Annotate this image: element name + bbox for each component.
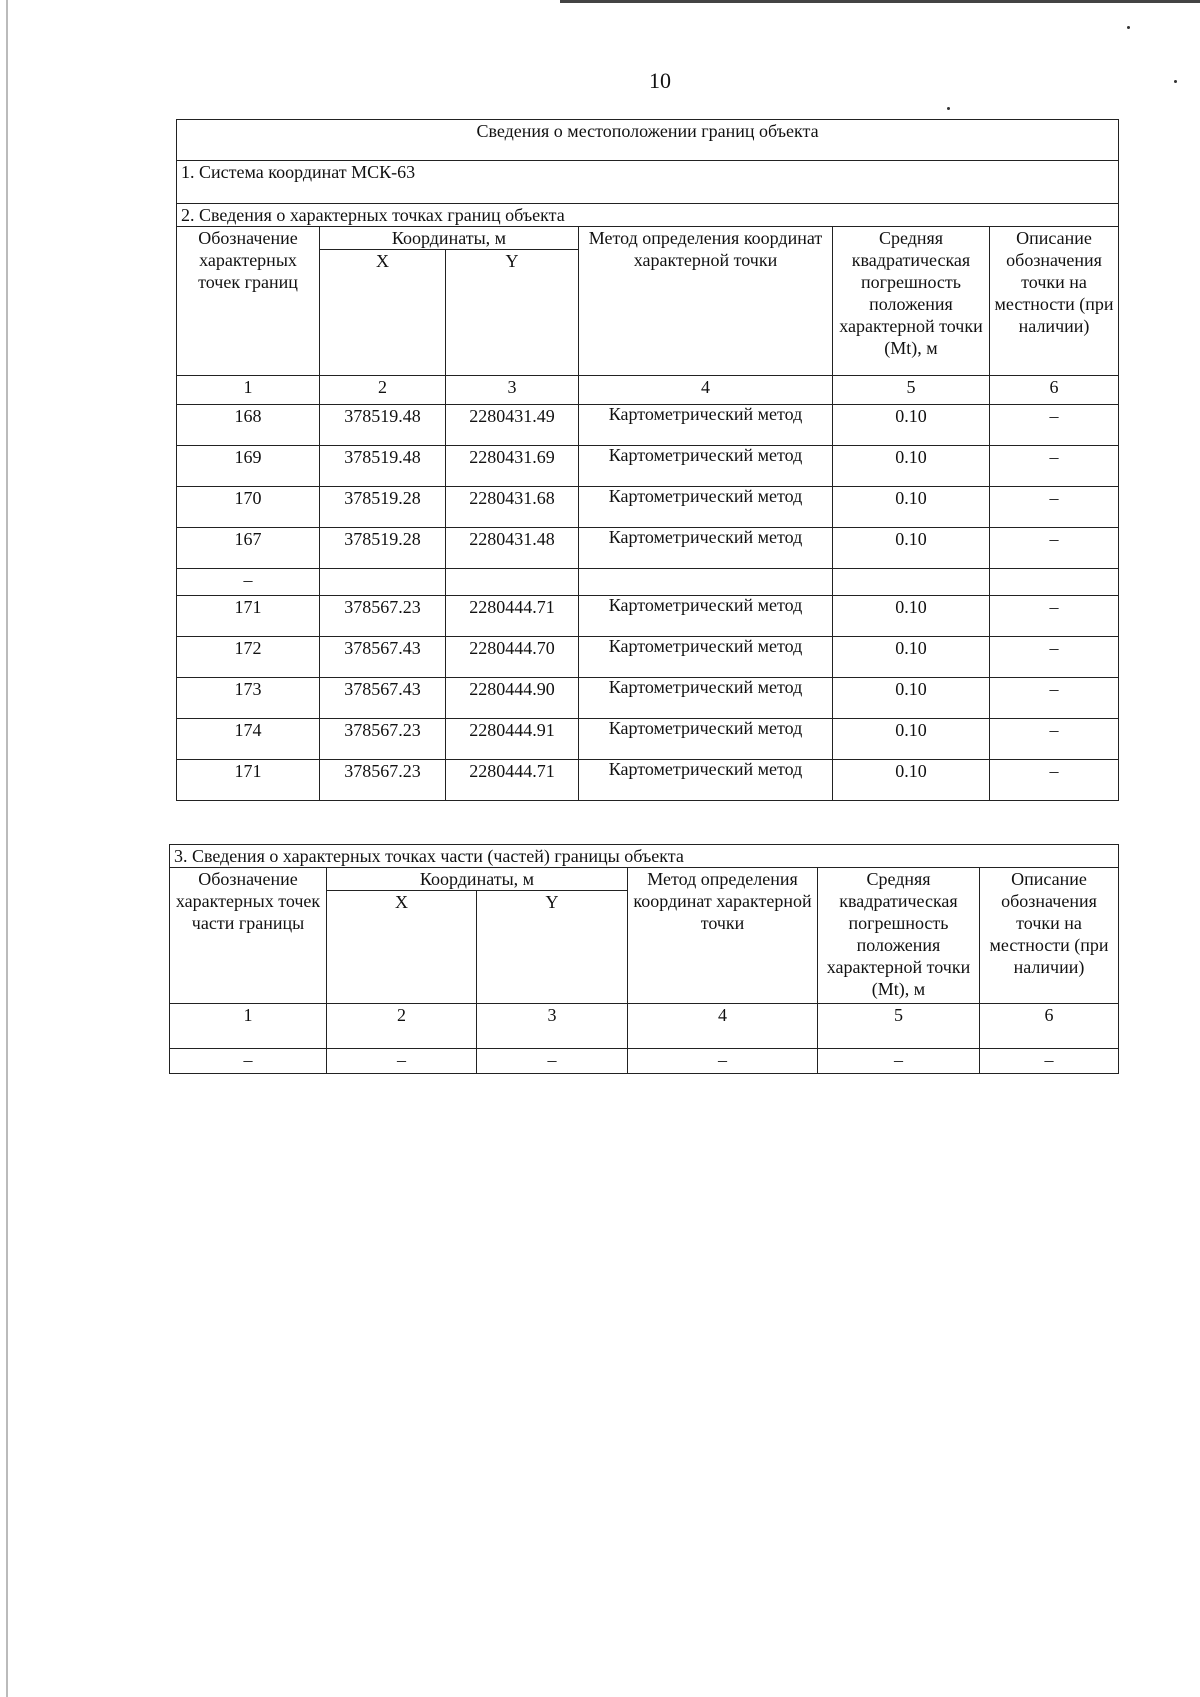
cell-point: 170 xyxy=(177,487,320,528)
cell-error: 0.10 xyxy=(833,446,990,487)
table-row xyxy=(177,487,1119,528)
cell-x: 378519.28 xyxy=(320,528,446,569)
part-points-body xyxy=(170,1049,1119,1074)
cell-x: 378519.28 xyxy=(320,487,446,528)
table-row xyxy=(177,678,1119,719)
header-error: Средняя квадратическая погрешность положения характерной точки (Mt), м xyxy=(833,227,990,376)
cell-x: 378567.23 xyxy=(320,760,446,801)
cell-method: Картометрический метод xyxy=(579,487,833,528)
column-number: 6 xyxy=(980,1004,1119,1049)
cell-desc: – xyxy=(990,596,1119,637)
cell-desc: – xyxy=(990,678,1119,719)
cell-point: 171 xyxy=(177,760,320,801)
column-number: 3 xyxy=(477,1004,628,1049)
cell-y xyxy=(446,569,579,596)
cell-point: 173 xyxy=(177,678,320,719)
cell-error: 0.10 xyxy=(833,637,990,678)
left-margin-rule xyxy=(6,0,8,1697)
cell-desc: – xyxy=(990,528,1119,569)
cell-desc: – xyxy=(980,1049,1119,1074)
cell-y: 2280444.70 xyxy=(446,637,579,678)
header-x: X xyxy=(320,250,446,376)
points-body xyxy=(177,405,1119,801)
cell-method: Картометрический метод xyxy=(579,446,833,487)
cell-method: Картометрический метод xyxy=(579,760,833,801)
cell-error: 0.10 xyxy=(833,405,990,446)
column-number: 5 xyxy=(818,1004,980,1049)
section-2-title: 2. Сведения о характерных точках границ объекта xyxy=(177,204,1119,227)
cell-desc: – xyxy=(990,446,1119,487)
header-description: Описание обозначения точки на местности (при наличии) xyxy=(980,868,1119,1004)
cell-method xyxy=(579,569,833,596)
cell-y: 2280431.69 xyxy=(446,446,579,487)
cell-point: – xyxy=(177,569,320,596)
column-number: 2 xyxy=(320,376,446,405)
cell-point: 171 xyxy=(177,596,320,637)
cell-error: 0.10 xyxy=(833,487,990,528)
column-number: 1 xyxy=(177,376,320,405)
cell-error xyxy=(833,569,990,596)
header-x: X xyxy=(327,891,477,1004)
cell-error: – xyxy=(818,1049,980,1074)
cell-y: 2280431.68 xyxy=(446,487,579,528)
header-y: Y xyxy=(477,891,628,1004)
table-row xyxy=(177,569,1119,596)
cell-method: Картометрический метод xyxy=(579,528,833,569)
table-row xyxy=(170,1049,1119,1074)
column-number: 3 xyxy=(446,376,579,405)
scan-speck xyxy=(1127,26,1130,29)
cell-method: Картометрический метод xyxy=(579,678,833,719)
cell-method: Картометрический метод xyxy=(579,405,833,446)
table-row xyxy=(177,596,1119,637)
cell-error: 0.10 xyxy=(833,528,990,569)
cell-error: 0.10 xyxy=(833,596,990,637)
table-row xyxy=(177,719,1119,760)
scan-speck xyxy=(947,107,950,110)
table-row xyxy=(177,446,1119,487)
column-number: 1 xyxy=(170,1004,327,1049)
cell-error: 0.10 xyxy=(833,760,990,801)
cell-x: – xyxy=(327,1049,477,1074)
cell-y: 2280431.48 xyxy=(446,528,579,569)
cell-error: 0.10 xyxy=(833,719,990,760)
cell-method: Картометрический метод xyxy=(579,719,833,760)
cell-desc: – xyxy=(990,719,1119,760)
cell-point: 172 xyxy=(177,637,320,678)
cell-desc: – xyxy=(990,637,1119,678)
cell-x: 378567.43 xyxy=(320,678,446,719)
header-y: Y xyxy=(446,250,579,376)
header-description: Описание обозначения точки на местности (при наличии) xyxy=(990,227,1119,376)
column-number: 2 xyxy=(327,1004,477,1049)
cell-point: 169 xyxy=(177,446,320,487)
table-row xyxy=(177,637,1119,678)
cell-point: 168 xyxy=(177,405,320,446)
section-3-title: 3. Сведения о характерных точках части (частей) границы объекта xyxy=(170,845,1119,868)
header-coords: Координаты, м xyxy=(320,227,579,250)
column-number: 5 xyxy=(833,376,990,405)
cell-x xyxy=(320,569,446,596)
cell-point: 174 xyxy=(177,719,320,760)
header-point-part: Обозначение характерных точек части границы xyxy=(170,868,327,1004)
cell-error: 0.10 xyxy=(833,678,990,719)
cell-desc: – xyxy=(990,487,1119,528)
cell-method: Картометрический метод xyxy=(579,637,833,678)
cell-x: 378567.23 xyxy=(320,719,446,760)
cell-desc: – xyxy=(990,405,1119,446)
header-method: Метод определения координат характерной точки xyxy=(579,227,833,376)
header-point: Обозначение характерных точек границ xyxy=(177,227,320,376)
cell-method: – xyxy=(628,1049,818,1074)
main-title: Сведения о местоположении границ объекта xyxy=(177,120,1119,161)
cell-desc xyxy=(990,569,1119,596)
header-error: Средняя квадратическая погрешность положения характерной точки (Mt), м xyxy=(818,868,980,1004)
cell-x: 378519.48 xyxy=(320,446,446,487)
header-method: Метод определения координат характерной точки xyxy=(628,868,818,1004)
cell-y: – xyxy=(477,1049,628,1074)
cell-y: 2280444.91 xyxy=(446,719,579,760)
cell-point: 167 xyxy=(177,528,320,569)
part-boundary-points-table xyxy=(169,844,1119,1074)
boundary-points-table xyxy=(176,119,1119,801)
cell-y: 2280444.71 xyxy=(446,760,579,801)
top-rule xyxy=(560,0,1200,3)
header-coords: Координаты, м xyxy=(327,868,628,891)
page-number: 10 xyxy=(649,68,671,93)
column-number: 4 xyxy=(579,376,833,405)
column-number: 4 xyxy=(628,1004,818,1049)
column-number: 6 xyxy=(990,376,1119,405)
cell-x: 378567.43 xyxy=(320,637,446,678)
cell-method: Картометрический метод xyxy=(579,596,833,637)
cell-point: – xyxy=(170,1049,327,1074)
table-row xyxy=(177,528,1119,569)
table-row xyxy=(177,760,1119,801)
cell-x: 378519.48 xyxy=(320,405,446,446)
cell-y: 2280444.90 xyxy=(446,678,579,719)
table-row xyxy=(177,405,1119,446)
section-1-title: 1. Система координат МСК-63 xyxy=(177,161,1119,204)
cell-x: 378567.23 xyxy=(320,596,446,637)
cell-y: 2280444.71 xyxy=(446,596,579,637)
cell-desc: – xyxy=(990,760,1119,801)
cell-y: 2280431.49 xyxy=(446,405,579,446)
